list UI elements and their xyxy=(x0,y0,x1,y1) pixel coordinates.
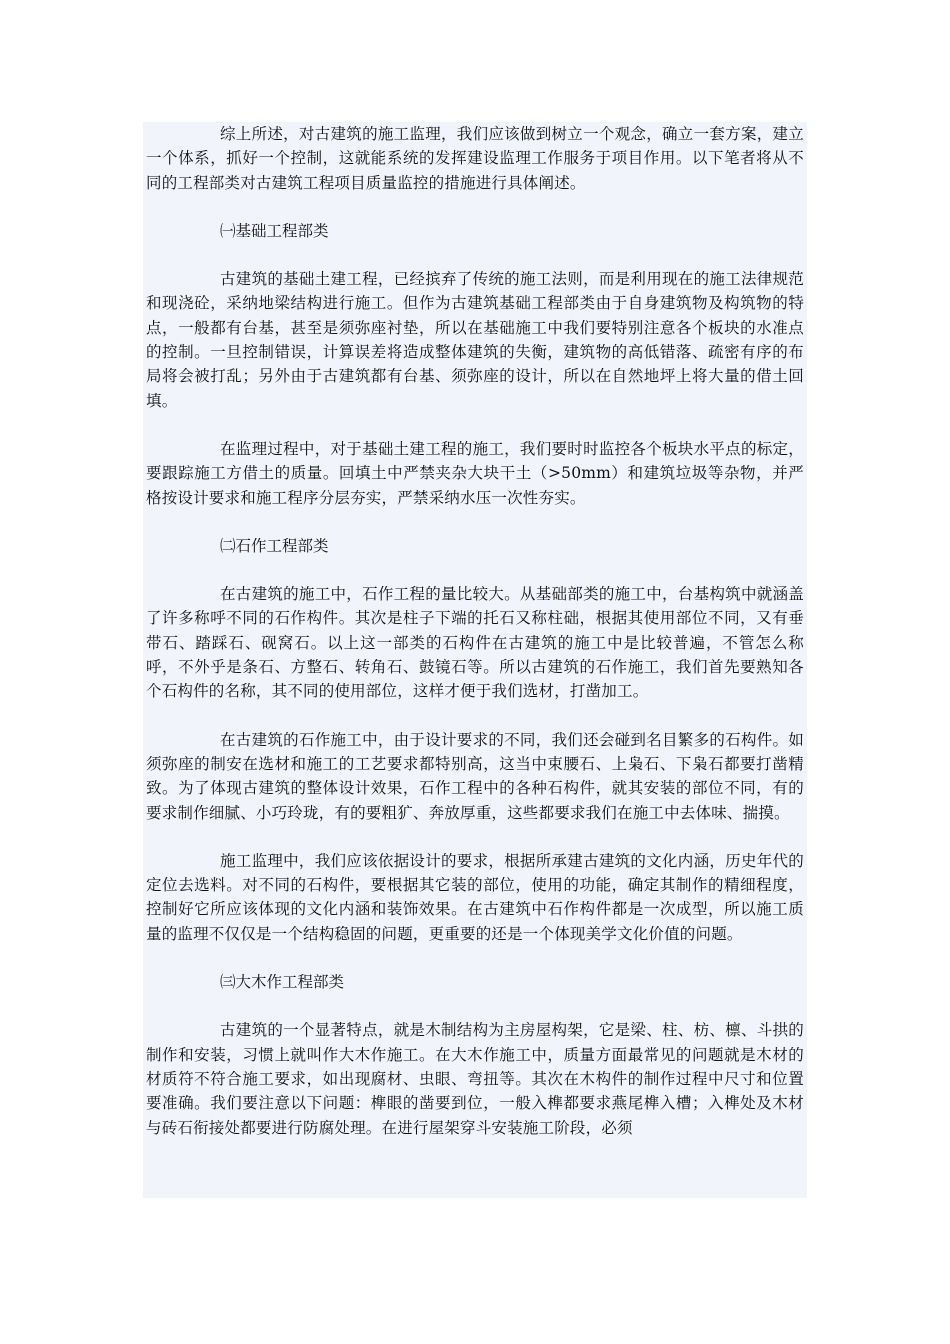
paragraph-foundation-2: 在监理过程中，对于基础土建工程的施工，我们要时时监控各个板块水平点的标定，要跟踪施工方借土的质量。回填土中严禁夹杂大块干土（>50mm）和建筑垃圾等杂物，并严格按设计要求和施工程序分层夯实，严禁采纳水压一次性夯实。 xyxy=(146,439,804,507)
paragraph-stonework-2: 在古建筑的石作施工中，由于设计要求的不同，我们还会碰到名目繁多的石构件。如须弥座的制安在选材和施工的工艺要求都特别高，这当中束腰石、上枭石、下枭石都要打凿精致。为了体现古建筑的整体设计效果，石作工程中的各种石构件，就其安装的部位不同，有的要求制作细腻、小巧玲珑，有的要粗犷、奔放厚重，这些都要求我们在施工中去体味、揣摸。 xyxy=(146,730,804,822)
paragraph-gap xyxy=(146,243,804,267)
heading-carpentry: ㈢大木作工程部类 xyxy=(220,973,345,992)
paragraph-gap xyxy=(146,994,804,1018)
heading-foundation: ㈠基础工程部类 xyxy=(220,221,329,240)
paragraph-gap xyxy=(146,413,804,437)
paragraph-gap xyxy=(146,195,804,219)
paragraph-gap xyxy=(146,510,804,534)
paragraph-stonework-1: 在古建筑的施工中，石作工程的量比较大。从基础部类的施工中，台基构筑中就涵盖了许多称呼不同的石作构件。其次是柱子下端的托石又称柱础，根据其使用部位不同，又有垂带石、踏踩石、砚窝石。以上这一部类的石构件在古建筑的施工中是比较普遍，不管怎么称呼，不外乎是条石、方整石、转角石、鼓镜石等。所以古建筑的石作施工，我们首先要熟知各个石构件的名称，其不同的使用部位，这样才便于我们选材，打凿加工。 xyxy=(146,585,804,701)
document-text-block xyxy=(143,122,807,1198)
paragraph-gap xyxy=(146,558,804,582)
heading-stonework: ㈡石作工程部类 xyxy=(220,536,329,555)
paragraph-carpentry-1: 古建筑的一个显著特点，就是木制结构为主房屋构架，它是梁、柱、枋、檩、斗拱的制作和安装，习惯上就叫作大木作施工。在大木作施工中，质量方面最常见的问题就是木材的材质符不符合施工要求，如出现腐材、虫眼、弯扭等。其次在木构件的制作过程中尺寸和位置要准确。我们要注意以下问题：榫眼的凿要到位，一般入榫都要求燕尾榫入槽；入榫处及木材与砖石衔接处都要进行防腐处理。在进行屋架穿斗安装施工阶段，必须 xyxy=(146,1021,804,1137)
paragraph-intro: 综上所述，对古建筑的施工监理，我们应该做到树立一个观念，确立一套方案，建立一个体系，抓好一个控制，这就能系统的发挥建设监理工作服务于项目作用。以下笔者将从不同的工程部类对古建筑工程项目质量监控的措施进行具体阐述。 xyxy=(146,125,804,192)
paragraph-foundation-1: 古建筑的基础土建工程，已经摈弃了传统的施工法则，而是利用现在的施工法律规范和现浇砼，采纳地梁结构进行施工。但作为古建筑基础工程部类由于自身建筑物及构筑物的特点，一般都有台基，甚至是须弥座衬垫，所以在基础施工中我们要特别注意各个板块的水准点的控制。一旦控制错误，计算误差将造成整体建筑的失衡，建筑物的高低错落、疏密有序的布局将会被打乱；另外由于古建筑都有台基、须弥座的设计，所以在自然地坪上将大量的借土回填。 xyxy=(146,270,804,410)
paragraph-gap xyxy=(146,704,804,728)
paragraph-stonework-3: 施工监理中，我们应该依据设计的要求，根据所承建古建筑的文化内涵，历史年代的定位去选料。对不同的石构件，要根据其它装的部位，使用的功能，确定其制作的精细程度，控制好它所应该体现的文化内涵和装饰效果。在古建筑中石作构件都是一次成型，所以施工质量的监理不仅仅是一个结构稳固的问题，更重要的还是一个体现美学文化价值的问题。 xyxy=(146,851,804,943)
paragraph-gap xyxy=(146,946,804,970)
paragraph-gap xyxy=(146,825,804,849)
